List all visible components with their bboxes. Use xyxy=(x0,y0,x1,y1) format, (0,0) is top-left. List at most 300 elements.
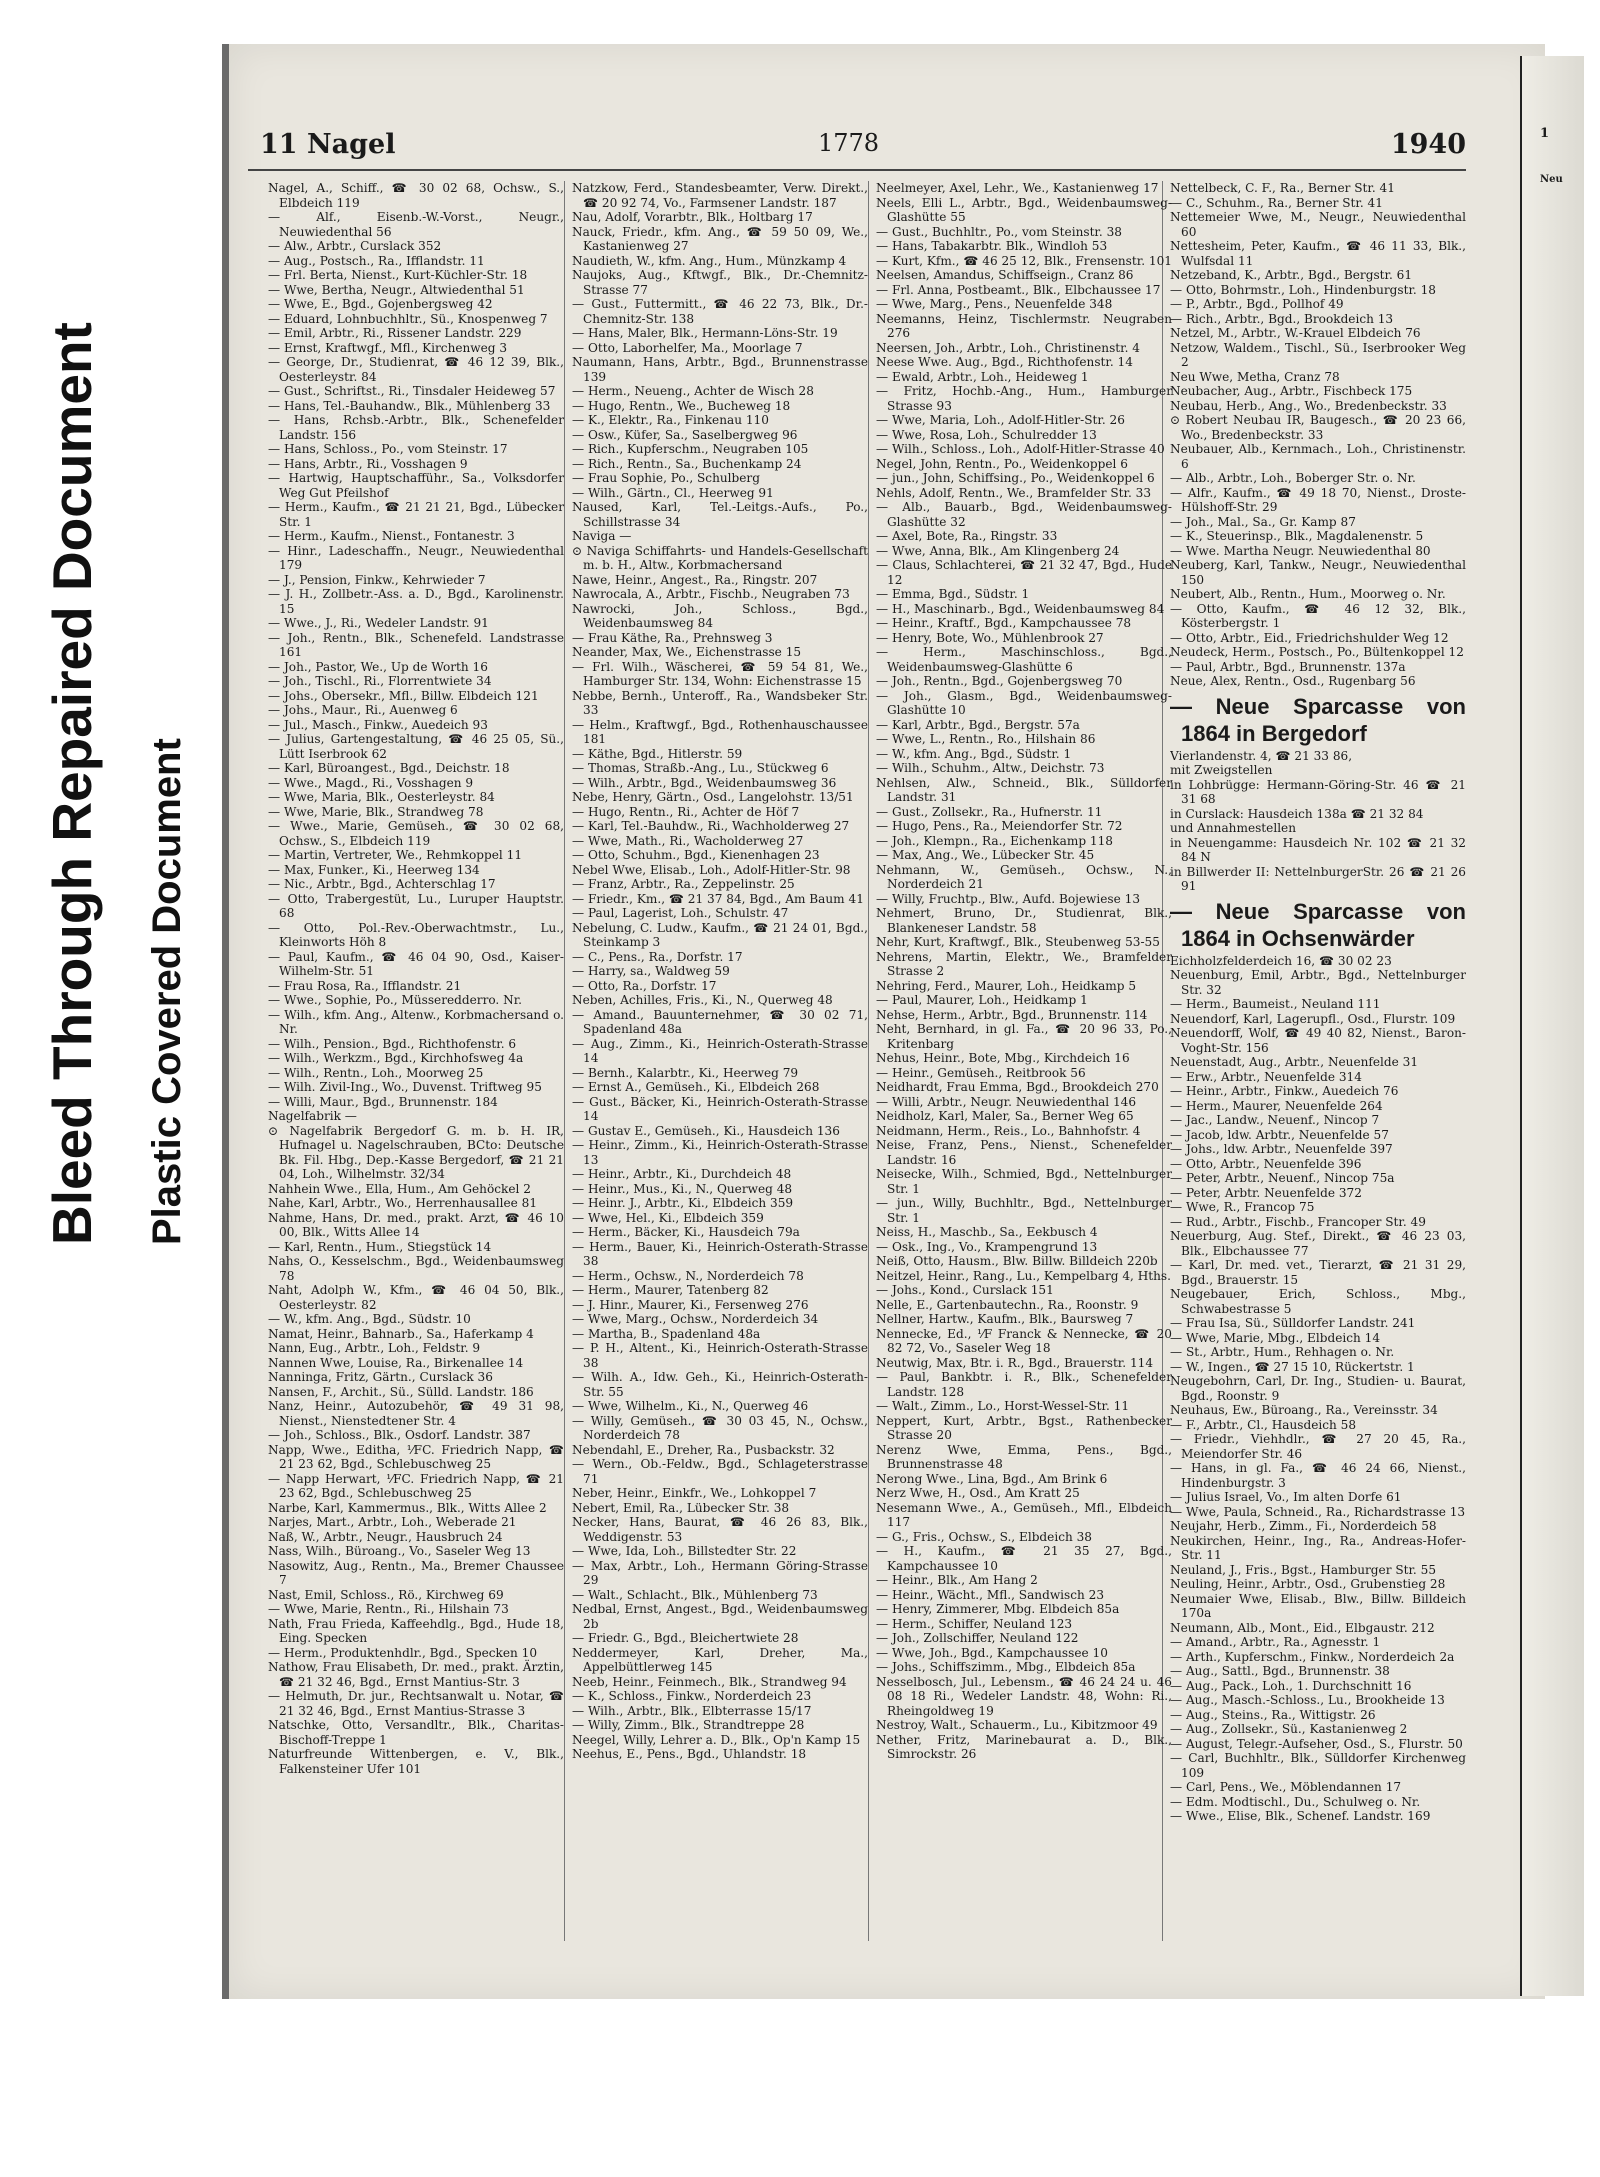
directory-entry: — Martin, Vertreter, We., Rehmkoppel 11 xyxy=(268,848,523,862)
directory-entry: Neuendorf, Karl, Lagerupfl., Osd., Flurstr. 109 xyxy=(1170,1011,1456,1026)
directory-entry: — Carl, Buchhltr., Blk., Sülldorfer Kirchenweg 109 xyxy=(1170,1751,1466,1780)
directory-entry: — Henry, Bote, Wo., Mühlenbrook 27 xyxy=(876,630,1104,645)
directory-entry: — Wwe, Marg., Ochsw., Norderdeich 34 xyxy=(572,1312,819,1326)
directory-entry: — Wwe, Maria, Loh., Adolf-Hitler-Str. 26 xyxy=(876,413,1125,427)
directory-entry: — Aug., Steins., Ra., Wittigstr. 26 xyxy=(1170,1707,1376,1722)
directory-entry: — Karl, Arbtr., Bgd., Bergstr. 57a xyxy=(876,717,1080,732)
directory-entry: Narjes, Mart., Arbtr., Loh., Weberade 21 xyxy=(268,1515,517,1529)
directory-entry: Narbe, Karl, Kammermus., Blk., Witts Allee 2 xyxy=(268,1500,547,1515)
directory-entry: — Henry, Zimmerer, Mbg. Elbdeich 85a xyxy=(876,1602,1120,1616)
directory-entry: — Wilh., Rentn., Loh., Moorweg 25 xyxy=(268,1065,484,1080)
directory-entry: Nagel, A., Schiff., ☎ 30 02 68, Ochsw., S., Elbdeich 119 xyxy=(268,181,564,210)
directory-entry: Nebelung, C. Ludw., Kaufm., ☎ 21 24 01, Bgd., Steinkamp 3 xyxy=(572,920,868,949)
directory-entry: — Max, Funker., Ki., Heerweg 134 xyxy=(268,862,480,877)
directory-entry: — Ernst A., Gemüseh., Ki., Elbdeich 268 xyxy=(572,1080,820,1094)
directory-entry: — Walt., Zimm., Lo., Horst-Wessel-Str. 11 xyxy=(876,1399,1130,1413)
directory-entry: — Joh., Mal., Sa., Gr. Kamp 87 xyxy=(1170,514,1356,529)
directory-entry: — Julius, Gartengestaltung, ☎ 46 25 05, Sü., Lütt Iserbrook 62 xyxy=(268,732,564,761)
directory-entry: — Wilh. A., Idw. Geh., Ki., Heinrich-Osterath-Str. 55 xyxy=(572,1370,868,1399)
directory-entry: — Joh., Zollschiffer, Neuland 122 xyxy=(876,1631,1079,1645)
directory-entry: Nahs, O., Kesselschm., Bgd., Weidenbaumsweg 78 xyxy=(268,1254,564,1283)
directory-entry: — Wwe, L., Rentn., Ro., Hilshain 86 xyxy=(876,732,1096,746)
directory-entry: — Heinr., Arbtr., Finkw., Auedeich 76 xyxy=(1170,1084,1399,1098)
directory-entry: Neuling, Heinr., Arbtr., Osd., Grubenstieg 28 xyxy=(1170,1577,1446,1591)
directory-entry: — Herm., Neueng., Achter de Wisch 28 xyxy=(572,384,814,398)
directory-entry: Nellner, Hartw., Kaufm., Blk., Baursweg 7 xyxy=(876,1312,1134,1326)
directory-entry: — Erw., Arbtr., Neuenfelde 314 xyxy=(1170,1069,1362,1084)
directory-entry: Nathow, Frau Elisabeth, Dr. med., prakt. Ärztin, ☎ 21 32 46, Bgd., Ernst Mantius-Str. 3 xyxy=(268,1660,564,1689)
directory-entry: — Wern., Ob.-Feldw., Bgd., Schlageterstrasse 71 xyxy=(572,1457,868,1486)
header-section: 11 Nagel xyxy=(260,129,396,160)
directory-entry: Nast, Emil, Schloss., Rö., Kirchweg 69 xyxy=(268,1587,504,1602)
directory-entry: Neersen, Joh., Arbtr., Loh., Christinenstr. 4 xyxy=(876,340,1140,355)
directory-entry: — Wwe., Magd., Ri., Vosshagen 9 xyxy=(268,775,474,790)
directory-entry: — Wwe, Wilhelm., Ki., N., Querweg 46 xyxy=(572,1399,809,1413)
directory-entry: Neander, Max, We., Eichenstrasse 15 xyxy=(572,645,802,659)
directory-entry: — Willi, Maur., Bgd., Brunnenstr. 184 xyxy=(268,1094,498,1109)
directory-entry: — Wilh., kfm. Ang., Altenw., Korbmachersand o. Nr. xyxy=(268,1007,564,1036)
directory-entry: — Karl, Tel.-Bauhdw., Ri., Wachholderweg 27 xyxy=(572,819,850,833)
directory-entry: Neidholz, Karl, Maler, Sa., Berner Weg 65 xyxy=(876,1109,1134,1123)
directory-entry: Natschke, Otto, Versandltr., Blk., Charitas-Bischoff-Treppe 1 xyxy=(268,1718,564,1747)
directory-entry: Nawrocala, A., Arbtr., Fischb., Neugraben 73 xyxy=(572,587,850,601)
directory-entry: Neisecke, Wilh., Schmied, Bgd., Nettelnburger Str. 1 xyxy=(876,1167,1172,1196)
page-header xyxy=(248,125,1466,165)
directory-entry: — Aug., Pack., Loh., 1. Durchschnitt 16 xyxy=(1170,1678,1412,1693)
directory-entry: Nawe, Heinr., Angest., Ra., Ringstr. 207 xyxy=(572,572,818,587)
directory-entry: — Hans, Rchsb.-Arbtr., Blk., Schenefelder Landstr. 156 xyxy=(268,413,564,442)
directory-entry: — Otto, Kaufm., ☎ 46 12 32, Blk., Kösterbergstr. 1 xyxy=(1170,601,1466,630)
directory-entry: Namat, Heinr., Bahnarb., Sa., Haferkamp 4 xyxy=(268,1326,534,1341)
directory-entry: — Edm. Modtischl., Du., Schulweg o. Nr. xyxy=(1170,1794,1421,1809)
directory-entry: Neppert, Kurt, Arbtr., Bgst., Rathenbecker Strasse 20 xyxy=(876,1413,1172,1442)
directory-entry: — Thomas, Straßb.-Ang., Lu., Stückweg 6 xyxy=(572,761,829,775)
directory-entry: — Frl. Anna, Postbeamt., Blk., Elbchaussee 17 xyxy=(876,282,1161,297)
directory-entry: — Frl. Berta, Nienst., Kurt-Küchler-Str. 18 xyxy=(268,268,528,282)
directory-entry: — Aug., Zimm., Ki., Heinrich-Osterath-Strasse 14 xyxy=(572,1036,868,1065)
directory-entry: — Carl, Pens., We., Möblendannen 17 xyxy=(1170,1780,1402,1794)
directory-entry: — Frau Rosa, Ra., Ifflandstr. 21 xyxy=(268,978,462,993)
directory-entry: Neuberg, Karl, Tankw., Neugr., Neuwiedenthal 150 xyxy=(1170,558,1466,587)
column-1 xyxy=(268,181,564,1941)
directory-entry: Neese Wwe. Aug., Bgd., Richthofenstr. 14 xyxy=(876,355,1133,369)
directory-entry: — Joh., Rentn., Blk., Schenefeld. Landstrasse 161 xyxy=(268,630,564,659)
directory-entry: — Wwe, Joh., Bgd., Kampchaussee 10 xyxy=(876,1645,1108,1660)
directory-entry: — Frau Isa, Sü., Sülldorfer Landstr. 241 xyxy=(1170,1316,1416,1330)
directory-entry: — Wilh., Schuhm., Altw., Deichstr. 73 xyxy=(876,761,1105,775)
directory-entry: in Lohbrügge: Hermann-Göring-Str. 46 ☎ 21 31 68 xyxy=(1170,777,1466,806)
directory-entry: — Otto, Schuhm., Bgd., Kienenhagen 23 xyxy=(572,848,820,862)
directory-entry: — Gustav E., Gemüseh., Ki., Hausdeich 136 xyxy=(572,1123,840,1138)
directory-entry: Neiß, Otto, Hausm., Blw. Billw. Billdeich 220b xyxy=(876,1254,1158,1268)
directory-entry: — Hans, Arbtr., Ri., Vosshagen 9 xyxy=(268,456,468,471)
directory-entry: Neehus, E., Pens., Bgd., Uhlandstr. 18 xyxy=(572,1747,807,1761)
directory-entry: — jun., John, Schiffsing., Po., Weidenkoppel 6 xyxy=(876,471,1155,485)
directory-entry: — Osw., Küfer, Sa., Saselbergweg 96 xyxy=(572,427,798,442)
directory-entry: Neubert, Alb., Rentn., Hum., Moorweg o. Nr. xyxy=(1170,587,1446,601)
directory-entry: — Johs., Maur., Ri., Auenweg 6 xyxy=(268,703,458,717)
directory-entry: Naused, Karl, Tel.-Leitgs.-Aufs., Po., Schillstrasse 34 xyxy=(572,500,868,529)
directory-entry: — Alw., Arbtr., Curslack 352 xyxy=(268,239,442,253)
directory-entry: ⊙ Naviga Schiffahrts- und Handels-Gesellschaft m. b. H., Altw., Korbmachersand xyxy=(572,543,868,572)
directory-entry: — Wilh., Pension., Bgd., Richthofenstr. 6 xyxy=(268,1036,517,1051)
directory-entry: Neels, Elli L., Arbtr., Bgd., Weidenbaumsweg-Glashütte 55 xyxy=(876,195,1172,224)
directory-entry: Nettelbeck, C. F., Ra., Berner Str. 41 xyxy=(1170,181,1395,195)
directory-entry: in Curslack: Hausdeich 138a ☎ 21 32 84 xyxy=(1170,806,1424,821)
directory-entry: und Annahmestellen xyxy=(1170,821,1297,835)
directory-entry: Nanz, Heinr., Autozubehör, ☎ 49 31 98, Nienst., Nienstedtener Str. 4 xyxy=(268,1399,564,1428)
directory-entry: — Wwe, R., Francop 75 xyxy=(1170,1200,1315,1214)
directory-entry: — Johs., ldw. Arbtr., Neuenfelde 397 xyxy=(1170,1142,1393,1156)
directory-entry: Nehmert, Bruno, Dr., Studienrat, Blk., Blankeneser Landstr. 58 xyxy=(876,906,1172,935)
directory-entry: — Rich., Kupferschm., Neugraben 105 xyxy=(572,442,809,456)
directory-entry: — Joh., Glasm., Bgd., Weidenbaumsweg-Glashütte 10 xyxy=(876,688,1172,717)
directory-entry: — Hans, Tel.-Bauhandw., Blk., Mühlenberg 33 xyxy=(268,398,551,413)
directory-entry: — Herm., Ochsw., N., Norderdeich 78 xyxy=(572,1268,804,1283)
directory-entry: — Ewald, Arbtr., Loh., Heideweg 1 xyxy=(876,369,1089,384)
directory-entry: Nahme, Hans, Dr. med., prakt. Arzt, ☎ 46 10 00, Blk., Witts Allee 14 xyxy=(268,1210,564,1239)
directory-entry: — Otto, Arbtr., Eid., Friedrichshulder Weg 12 xyxy=(1170,630,1449,645)
directory-entry: — Rud., Arbtr., Fischb., Francoper Str. 49 xyxy=(1170,1214,1426,1229)
directory-entry: — August, Telegr.-Aufseher, Osd., S., Flurstr. 50 xyxy=(1170,1736,1463,1751)
directory-entry: — K., Elektr., Ra., Finkenau 110 xyxy=(572,413,769,427)
directory-entry: Nanninga, Fritz, Gärtn., Curslack 36 xyxy=(268,1370,493,1384)
directory-entry: Nehls, Adolf, Rentn., We., Bramfelder Str. 33 xyxy=(876,485,1152,500)
directory-entry: — Wwe., Sophie, Po., Müsseredderro. Nr. xyxy=(268,993,522,1007)
directory-entry: — Wwe, E., Bgd., Gojenbergsweg 42 xyxy=(268,297,493,311)
directory-entry: Nerong Wwe., Lina, Bgd., Am Brink 6 xyxy=(876,1471,1108,1486)
directory-entry: — Gust., Buchhltr., Po., vom Steinstr. 38 xyxy=(876,224,1122,239)
directory-entry: — Alf., Eisenb.-W.-Vorst., Neugr., Neuwiedenthal 56 xyxy=(268,210,564,239)
directory-entry: — Wwe, Marie, Blk., Strandweg 78 xyxy=(268,804,484,819)
directory-entry: Neddermeyer, Karl, Dreher, Ma., Appelbüttlerweg 145 xyxy=(572,1645,868,1674)
directory-entry: — Wwe, Marie, Rentn., Ri., Hilshain 73 xyxy=(268,1602,509,1616)
directory-entry: — C., Pens., Ra., Dorfstr. 17 xyxy=(572,949,743,964)
directory-entry: Nennecke, Ed., ⅟F Franck & Nennecke, ☎ 20 82 72, Vo., Saseler Weg 18 xyxy=(876,1326,1172,1355)
directory-page xyxy=(248,125,1466,1955)
directory-entry: — Peter, Arbtr. Neuenfelde 372 xyxy=(1170,1185,1362,1200)
directory-entry: Neelmeyer, Axel, Lehr., We., Kastanienweg 17 xyxy=(876,181,1159,195)
directory-entry: — Hugo, Rentn., Ri., Achter de Höf 7 xyxy=(572,804,800,819)
plastic-covered-stamp: Plastic Covered Document xyxy=(145,738,189,1245)
directory-entry: — Hans, Maler, Blk., Hermann-Löns-Str. 19 xyxy=(572,326,838,340)
column-3 xyxy=(876,181,1172,1941)
directory-entry: — Julius Israel, Vo., Im alten Dorfe 61 xyxy=(1170,1490,1402,1504)
directory-entry: in Billwerder II: NettelnburgerStr. 26 ☎ 21 26 91 xyxy=(1170,864,1466,893)
directory-entry: Nagelfabrik — xyxy=(268,1109,357,1123)
directory-entry: Naturfreunde Wittenbergen, e. V., Blk., Falkensteiner Ufer 101 xyxy=(268,1747,564,1776)
directory-entry: Neben, Achilles, Fris., Ki., N., Querweg 48 xyxy=(572,993,833,1007)
directory-entry: — J. H., Zollbetr.-Ass. a. D., Bgd., Karolinenstr. 15 xyxy=(268,587,564,616)
directory-entry: — Joh., Tischl., Ri., Florrentwiete 34 xyxy=(268,674,492,688)
directory-entry: Neidhardt, Frau Emma, Bgd., Brookdeich 270 xyxy=(876,1080,1159,1094)
directory-entry: — Jacob, ldw. Arbtr., Neuenfelde 57 xyxy=(1170,1127,1389,1142)
directory-entry: — Wwe, Paula, Schneid., Ra., Richardstrasse 13 xyxy=(1170,1504,1466,1519)
directory-entry: Neujahr, Herb., Zimm., Fi., Norderdeich 58 xyxy=(1170,1519,1437,1533)
directory-entry: ⊙ Nagelfabrik Bergedorf G. m. b. H. IR, Hufnagel u. Nagelschrauben, BCto: Deutsche Bk. Fil. Hbg., Dep.-Kasse Bergedorf, ☎ 21 21 04, Loh., Wilhelmstr. 32/34 xyxy=(268,1123,564,1181)
directory-entry: — Joh., Schloss., Blk., Osdorf. Landstr. 387 xyxy=(268,1428,531,1442)
directory-entry: Nasowitz, Aug., Rentn., Ma., Bremer Chaussee 7 xyxy=(268,1558,564,1587)
directory-entry: — Wilh., Werkzm., Bgd., Kirchhofsweg 4a xyxy=(268,1051,524,1065)
directory-entry: — Karl, Büroangest., Bgd., Deichstr. 18 xyxy=(268,761,510,775)
directory-entry: Eichholzfelderdeich 16, ☎ 30 02 23 xyxy=(1170,953,1392,968)
directory-entry: — Paul, Arbtr., Bgd., Brunnenstr. 137a xyxy=(1170,659,1406,674)
directory-entry: Neeb, Heinr., Feinmech., Blk., Strandweg 94 xyxy=(572,1674,847,1689)
directory-entry: — Bernh., Kalarbtr., Ki., Heerweg 79 xyxy=(572,1065,799,1080)
directory-entry: Nann, Eug., Arbtr., Loh., Feldstr. 9 xyxy=(268,1341,481,1355)
directory-entry: — jun., Willy, Buchhltr., Bgd., Nettelnburger Str. 1 xyxy=(876,1196,1172,1225)
directory-entry: — Paul, Bankbtr. i. R., Blk., Schenefelder Landstr. 128 xyxy=(876,1370,1172,1399)
directory-entry: — Willy, Fruchtp., Blw., Aufd. Bojewiese 13 xyxy=(876,891,1141,906)
directory-entry: Necker, Hans, Baurat, ☎ 46 26 83, Blk., Weddigenstr. 53 xyxy=(572,1515,868,1544)
directory-entry: — Alb., Arbtr., Loh., Boberger Str. o. Nr. xyxy=(1170,471,1416,485)
directory-entry: Neemanns, Heinz, Tischlermstr. Neugraben 276 xyxy=(876,311,1172,340)
directory-entry: — Aug., Masch.-Schloss., Lu., Brookheide 13 xyxy=(1170,1693,1445,1707)
directory-entry: Nerenz Wwe, Emma, Pens., Bgd., Brunnenstrasse 48 xyxy=(876,1442,1172,1471)
directory-entry: — Harry, sa., Waldweg 59 xyxy=(572,964,730,978)
directory-entry: Netzel, M., Arbtr., W.-Krauel Elbdeich 76 xyxy=(1170,326,1421,340)
directory-entry: Naumann, Hans, Arbtr., Bgd., Brunnenstrasse 139 xyxy=(572,355,868,384)
directory-entry: — Wwe., Marie, Gemüseh., ☎ 30 02 68, Ochsw., S., Elbdeich 119 xyxy=(268,819,564,848)
directory-entry: — Herm., Bäcker, Ki., Hausdeich 79a xyxy=(572,1225,800,1239)
directory-entry: — Heinr., Wächt., Mfl., Sandwisch 23 xyxy=(876,1587,1105,1602)
directory-entry: — Martha, B., Spadenland 48a xyxy=(572,1326,761,1341)
directory-entry: — Claus, Schlachterei, ☎ 21 32 47, Bgd., Hude 12 xyxy=(876,558,1172,587)
directory-entry: Neu Wwe, Metha, Cranz 78 xyxy=(1170,369,1340,384)
directory-entry: Neelsen, Amandus, Schiffseign., Cranz 86 xyxy=(876,268,1134,282)
directory-entry: — Max, Arbtr., Loh., Hermann Göring-Strasse 29 xyxy=(572,1558,868,1587)
directory-entry: — Paul, Maurer, Loh., Heidkamp 1 xyxy=(876,993,1088,1007)
directory-entry: — C., Schuhm., Ra., Berner Str. 41 xyxy=(1170,195,1383,210)
adjacent-page-edge xyxy=(1520,56,1584,1996)
directory-entry: — Otto, Laborhelfer, Ma., Moorlage 7 xyxy=(572,340,803,355)
directory-entry: — Frau Käthe, Ra., Prehnsweg 3 xyxy=(572,630,773,645)
directory-entry: — Gust., Zollsekr., Ra., Hufnerstr. 11 xyxy=(876,804,1103,819)
directory-entry: — Wwe., J., Ri., Wedeler Landstr. 91 xyxy=(268,616,489,630)
directory-entry: — Wwe., Elise, Blk., Schenef. Landstr. 169 xyxy=(1170,1809,1431,1823)
directory-entry: Neukirchen, Heinr., Ing., Ra., Andreas-Hofer-Str. 11 xyxy=(1170,1533,1466,1562)
directory-entry: Nestroy, Walt., Schauerm., Lu., Kibitzmoor 49 xyxy=(876,1718,1158,1732)
directory-entry: — Otto, Arbtr., Neuenfelde 396 xyxy=(1170,1156,1362,1171)
directory-entry: — Herm., Schiffer, Neuland 123 xyxy=(876,1616,1073,1631)
directory-entry: — Alfr., Kaufm., ☎ 49 18 70, Nienst., Droste-Hülshoff-Str. 29 xyxy=(1170,485,1466,514)
directory-entry: Neubauer, Alb., Kernmach., Loh., Christinenstr. 6 xyxy=(1170,442,1466,471)
directory-entry: — Willi, Arbtr., Neugr. Neuwiedenthal 146 xyxy=(876,1094,1137,1109)
directory-entry: — Emil, Arbtr., Ri., Rissener Landstr. 229 xyxy=(268,326,522,340)
directory-entry: Neise, Franz, Pens., Nienst., Schenefelder Landstr. 16 xyxy=(876,1138,1172,1167)
directory-entry: Nesemann Wwe., A., Gemüseh., Mfl., Elbdeich 117 xyxy=(876,1500,1172,1529)
directory-entry: — Emma, Bgd., Südstr. 1 xyxy=(876,587,1030,601)
directory-entry: — Heinr., Gemüseh., Reitbrook 56 xyxy=(876,1065,1086,1080)
directory-entry: Nehus, Heinr., Bote, Mbg., Kirchdeich 16 xyxy=(876,1051,1130,1065)
directory-entry: — Paul, Lagerist, Loh., Schulstr. 47 xyxy=(572,906,789,920)
directory-entry: Naudieth, W., kfm. Ang., Hum., Münzkamp 4 xyxy=(572,253,847,268)
directory-entry: — Hans, Schloss., Po., vom Steinstr. 17 xyxy=(268,442,508,456)
directory-entry: — W., kfm. Ang., Bgd., Südstr. 1 xyxy=(876,746,1072,761)
directory-entry: — Wwe, Ida, Loh., Billstedter Str. 22 xyxy=(572,1544,797,1558)
directory-entry: Neudeck, Herm., Postsch., Po., Bültenkoppel 12 xyxy=(1170,645,1464,659)
directory-entry: Nehmann, W., Gemüseh., Ochsw., N., Norderdeich 21 xyxy=(876,862,1172,891)
directory-entry: — Wilh., Gärtn., Cl., Heerweg 91 xyxy=(572,485,774,500)
directory-entry: Nannen Wwe, Louise, Ra., Birkenallee 14 xyxy=(268,1355,524,1370)
directory-entry: Neuhaus, Ew., Büroang., Ra., Vereinsstr. 34 xyxy=(1170,1403,1438,1417)
directory-entry: — Aug., Postsch., Ra., Ifflandstr. 11 xyxy=(268,253,485,268)
directory-entry: Nedbal, Ernst, Angest., Bgd., Weidenbaumsweg 2b xyxy=(572,1602,868,1631)
directory-entry: Nettesheim, Peter, Kaufm., ☎ 46 11 33, Blk., Wulfsdal 11 xyxy=(1170,239,1466,268)
directory-entry: Neuenburg, Emil, Arbtr., Bgd., Nettelnburger Str. 32 xyxy=(1170,968,1466,997)
directory-entry: — Otto, Bohrmstr., Loh., Hindenburgstr. 18 xyxy=(1170,282,1436,297)
directory-entry: — Rich., Arbtr., Bgd., Brookdeich 13 xyxy=(1170,311,1394,326)
directory-entry: Neber, Heinr., Einkfr., We., Lohkoppel 7 xyxy=(572,1486,817,1500)
column-2 xyxy=(572,181,868,1941)
directory-entry: — Peter, Arbtr., Neuenf., Nincop 75a xyxy=(1170,1171,1395,1185)
directory-entry: — Karl, Rentn., Hum., Stiegstück 14 xyxy=(268,1239,492,1254)
directory-entry: — Heinr., Kraftf., Bgd., Kampchaussee 78 xyxy=(876,616,1132,630)
directory-entry: Nebe, Henry, Gärtn., Osd., Langelohstr. 13/51 xyxy=(572,790,854,804)
directory-entry: Neubau, Herb., Ang., Wo., Bredenbeckstr. 33 xyxy=(1170,398,1447,413)
directory-entry: — Hans, Tabakarbtr. Blk., Windloh 53 xyxy=(876,239,1108,253)
directory-entry: — Ernst, Kraftwgf., Mfl., Kirchenweg 3 xyxy=(268,340,508,355)
directory-entry: — Gust., Futtermitt., ☎ 46 22 73, Blk., Dr.-Chemnitz-Str. 138 xyxy=(572,297,868,326)
directory-entry: — Friedr., Viehhdlr., ☎ 27 20 45, Ra., Meiendorfer Str. 46 xyxy=(1170,1432,1466,1461)
directory-entry: — Fritz, Hochb.-Ang., Hum., Hamburger Strasse 93 xyxy=(876,384,1172,413)
directory-entry: — Käthe, Bgd., Hitlerstr. 59 xyxy=(572,746,743,761)
directory-entry: — Frl. Wilh., Wäscherei, ☎ 59 54 81, We., Hamburger Str. 134, Wohn: Eichenstrasse 15 xyxy=(572,659,868,688)
directory-entry: — J. Hinr., Maurer, Ki., Fersenweg 276 xyxy=(572,1297,809,1312)
directory-entry: — Eduard, Lohnbuchhltr., Sü., Knospenweg 7 xyxy=(268,311,548,326)
directory-entry: — Johs., Obersekr., Mfl., Billw. Elbdeich 121 xyxy=(268,688,539,703)
directory-entry: Natzkow, Ferd., Standesbeamter, Verw. Direkt., ☎ 20 92 74, Vo., Farmsener Landstr. 187 xyxy=(572,181,868,210)
directory-entry: Negel, John, Rentn., Po., Weidenkoppel 6 xyxy=(876,456,1128,471)
directory-entry: Nebert, Emil, Ra., Lübecker Str. 38 xyxy=(572,1500,790,1515)
directory-entry: Neuland, J., Fris., Bgst., Hamburger Str. 55 xyxy=(1170,1562,1437,1577)
directory-entry: — G., Fris., Ochsw., S., Elbdeich 38 xyxy=(876,1529,1092,1544)
directory-entry: — Kurt, Kfm., ☎ 46 25 12, Blk., Frensenstr. 101 xyxy=(876,253,1172,268)
directory-entry: — Amand., Bauunternehmer, ☎ 30 02 71, Spadenland 48a xyxy=(572,1007,868,1036)
directory-entry: — Max, Ang., We., Lübecker Str. 45 xyxy=(876,848,1095,862)
bleed-through-stamp: Bleed Through Repaired Document xyxy=(41,322,103,1245)
directory-entry: Netzeband, K., Arbtr., Bgd., Bergstr. 61 xyxy=(1170,268,1413,282)
directory-entry: Nath, Frau Frieda, Kaffeehdlg., Bgd., Hude 18, Eing. Specken xyxy=(268,1616,564,1645)
directory-entry: — W., kfm. Ang., Bgd., Südstr. 10 xyxy=(268,1312,471,1326)
directory-entry: — Friedr. G., Bgd., Bleichertwiete 28 xyxy=(572,1631,799,1645)
directory-entry: — Wwe, Rosa, Loh., Schulredder 13 xyxy=(876,427,1097,442)
directory-entry: — George, Dr., Studienrat, ☎ 46 12 39, Blk., Oesterleystr. 84 xyxy=(268,355,564,384)
directory-entry: Neubacher, Aug., Arbtr., Fischbeck 175 xyxy=(1170,384,1413,398)
directory-entry: — Neue Sparcasse von 1864 in Ochsenwärder xyxy=(1170,898,1466,951)
directory-entry: — Jul., Masch., Finkw., Auedeich 93 xyxy=(268,717,488,732)
directory-entry: — Johs., Kond., Curslack 151 xyxy=(876,1283,1054,1297)
directory-entry: — Aug., Zollsekr., Sü., Kastanienweg 2 xyxy=(1170,1722,1408,1736)
directory-entry: — H., Maschinarb., Bgd., Weidenbaumsweg 84 xyxy=(876,601,1165,616)
directory-entry: — Wwe, Maria, Blk., Oesterleystr. 84 xyxy=(268,790,495,804)
directory-entry: — Arth., Kupferschm., Finkw., Norderdeich 2a xyxy=(1170,1649,1455,1664)
directory-entry: Neht, Bernhard, in gl. Fa., ☎ 20 96 33, Po., Kritenbarg xyxy=(876,1022,1172,1051)
column-4 xyxy=(1170,181,1466,1941)
directory-entry: Nelle, E., Gartenbautechn., Ra., Roonstr. 9 xyxy=(876,1297,1139,1312)
directory-entry: — Jac., Landw., Neuenf., Nincop 7 xyxy=(1170,1113,1380,1127)
directory-entry: Vierlandenstr. 4, ☎ 21 33 86, xyxy=(1170,748,1353,763)
header-year: 1940 xyxy=(1390,129,1466,160)
directory-entry: — Herm., Kaufm., Nienst., Fontanestr. 3 xyxy=(268,529,515,543)
directory-entry: — Otto, Trabergestüt, Lu., Luruper Hauptstr. 68 xyxy=(268,891,564,920)
directory-entry: — Helmuth, Dr. jur., Rechtsanwalt u. Notar, ☎ 21 32 46, Bgd., Ernst Mantius-Strasse 3 xyxy=(268,1689,564,1718)
edge-fragment: Neu xyxy=(1540,174,1563,185)
directory-entry: — Heinr. J., Arbtr., Ki., Elbdeich 359 xyxy=(572,1196,794,1210)
directory-entry: — Wilh., Arbtr., Bgd., Weidenbaumsweg 36 xyxy=(572,775,837,790)
directory-entry: — Wilh., Schloss., Loh., Adolf-Hitler-Strasse 40 xyxy=(876,442,1165,456)
directory-entry: — Napp Herwart, ⅟FC. Friedrich Napp, ☎ 21 23 62, Bgd., Schlebuschweg 25 xyxy=(268,1471,564,1500)
directory-entry: Neidmann, Herm., Reis., Lo., Bahnhofstr. 4 xyxy=(876,1123,1141,1138)
directory-entry: — F., Arbtr., Cl., Hausdeich 58 xyxy=(1170,1417,1357,1432)
directory-entry: Naß, W., Arbtr., Neugr., Hausbruch 24 xyxy=(268,1529,503,1544)
directory-entry: — Heinr., Mus., Ki., N., Querweg 48 xyxy=(572,1181,793,1196)
directory-entry: — Herm., Produktenhdlr., Bgd., Specken 10 xyxy=(268,1645,538,1660)
directory-entry: Nehlsen, Alw., Schneid., Blk., Sülldorfer Landstr. 31 xyxy=(876,775,1172,804)
directory-entry: Nebendahl, E., Dreher, Ra., Pusbackstr. 32 xyxy=(572,1442,835,1457)
directory-entry: — Joh., Klempn., Ra., Eichenkamp 118 xyxy=(876,833,1113,848)
directory-entry: — Johs., Schiffszimm., Mbg., Elbdeich 85a xyxy=(876,1660,1136,1674)
directory-entry: — Hans, in gl. Fa., ☎ 46 24 66, Nienst., Hindenburgstr. 3 xyxy=(1170,1461,1466,1490)
directory-entry: Nehse, Herm., Arbtr., Bgd., Brunnenstr. 114 xyxy=(876,1007,1148,1022)
directory-entry: — K., Steuerinsp., Blk., Magdalenenstr. 5 xyxy=(1170,529,1424,543)
directory-entry: — Willy, Gemüseh., ☎ 30 03 45, N., Ochsw., Norderdeich 78 xyxy=(572,1413,868,1442)
directory-entry: — Wwe, Math., Ri., Wacholderweg 27 xyxy=(572,833,804,848)
directory-entry: Nahe, Karl, Arbtr., Wo., Herrenhausallee 81 xyxy=(268,1196,538,1210)
column-divider xyxy=(868,181,869,1941)
directory-entry: — Heinr., Arbtr., Ki., Durchdeich 48 xyxy=(572,1167,792,1181)
directory-entry: — Aug., Sattl., Bgd., Brunnenstr. 38 xyxy=(1170,1664,1390,1678)
directory-entry: — Wwe, Marie, Mbg., Elbdeich 14 xyxy=(1170,1330,1381,1345)
directory-entry: — Wwe, Bertha, Neugr., Altwiedenthal 51 xyxy=(268,282,525,297)
directory-entry: — Alb., Bauarb., Bgd., Weidenbaumsweg-Glashütte 32 xyxy=(876,500,1172,529)
directory-entry: Nerz Wwe, H., Osd., Am Kratt 25 xyxy=(876,1486,1080,1500)
directory-entry: in Neuengamme: Hausdeich Nr. 102 ☎ 21 32 84 N xyxy=(1170,835,1466,864)
directory-entry: — Wwe. Martha Neugr. Neuwiedenthal 80 xyxy=(1170,543,1431,558)
directory-entry: — P., Arbtr., Bgd., Pollhof 49 xyxy=(1170,297,1344,311)
directory-entry: — Wilh., Arbtr., Blk., Elbterrasse 15/17 xyxy=(572,1703,812,1718)
directory-entry: — Wwe, Anna, Blk., Am Klingenberg 24 xyxy=(876,543,1120,558)
directory-entry: — J., Pension, Finkw., Kehrwieder 7 xyxy=(268,572,486,587)
directory-entry: — Herm., Maschinschloss., Bgd., Weidenbaumsweg-Glashütte 6 xyxy=(876,645,1172,674)
directory-entry: — Hugo, Rentn., We., Bucheweg 18 xyxy=(572,398,791,413)
directory-entry: — Wilh. Zivil-Ing., Wo., Duvenst. Triftweg 95 xyxy=(268,1080,542,1094)
directory-entry: — St., Arbtr., Hum., Rehhagen o. Nr. xyxy=(1170,1345,1395,1359)
directory-entry: Nehr, Kurt, Kraftwgf., Blk., Steubenweg 53-55 xyxy=(876,935,1160,949)
directory-entry: — Friedr., Km., ☎ 21 37 84, Bgd., Am Baum 41 xyxy=(572,891,864,906)
directory-entry: Neitzel, Heinr., Rang., Lu., Kempelbarg 4, Hths. xyxy=(876,1268,1171,1283)
directory-entry: — Karl, Dr. med. vet., Tierarzt, ☎ 21 31 29, Bgd., Brauerstr. 15 xyxy=(1170,1258,1466,1287)
directory-entry: Naht, Adolph W., Kfm., ☎ 46 04 50, Blk., Oesterleystr. 82 xyxy=(268,1283,564,1312)
directory-entry: — Amand., Arbtr., Ra., Agnesstr. 1 xyxy=(1170,1635,1381,1649)
directory-entry: — Joh., Pastor, We., Up de Worth 16 xyxy=(268,659,488,674)
directory-entry: — W., Ingen., ☎ 27 15 10, Rückertstr. 1 xyxy=(1170,1359,1415,1374)
directory-entry: — P. H., Altent., Ki., Heinrich-Osterath-Strasse 38 xyxy=(572,1341,868,1370)
directory-entry: Neutwig, Max, Btr. i. R., Bgd., Brauerstr. 114 xyxy=(876,1355,1154,1370)
directory-entry: Neuenstadt, Aug., Arbtr., Neuenfelde 31 xyxy=(1170,1055,1419,1069)
directory-entry: Nebel Wwe, Elisab., Loh., Adolf-Hitler-Str. 98 xyxy=(572,862,851,877)
directory-entry: Nebbe, Bernh., Unteroff., Ra., Wandsbeker Str. 33 xyxy=(572,688,868,717)
directory-entry: Neugebohrn, Carl, Dr. Ing., Studien- u. Baurat, Bgd., Roonstr. 9 xyxy=(1170,1374,1466,1403)
directory-entry: Nauck, Friedr., kfm. Ang., ☎ 59 50 09, We., Kastanienweg 27 xyxy=(572,224,868,253)
directory-entry: Nether, Fritz, Marinebaurat a. D., Blk., Simrockstr. 26 xyxy=(876,1732,1172,1761)
directory-entry: — Hinr., Ladeschaffn., Neugr., Neuwiedenthal 179 xyxy=(268,543,564,572)
directory-entry: Nesselbosch, Jul., Lebensm., ☎ 46 24 24 u. 46 08 18 Ri., Wedeler Landstr. 48, Wohn: Ri., Rheingoldweg 19 xyxy=(876,1674,1172,1718)
directory-entry: Nehrens, Martin, Elektr., We., Bramfelder Strasse 2 xyxy=(876,949,1172,978)
directory-entry: Nau, Adolf, Vorarbtr., Blk., Holtbarg 17 xyxy=(572,210,813,224)
directory-entry: Neugebauer, Erich, Schloss., Mbg., Schwabestrasse 5 xyxy=(1170,1287,1466,1316)
directory-entry: Netzow, Waldem., Tischl., Sü., Iserbrooker Weg 2 xyxy=(1170,340,1466,369)
